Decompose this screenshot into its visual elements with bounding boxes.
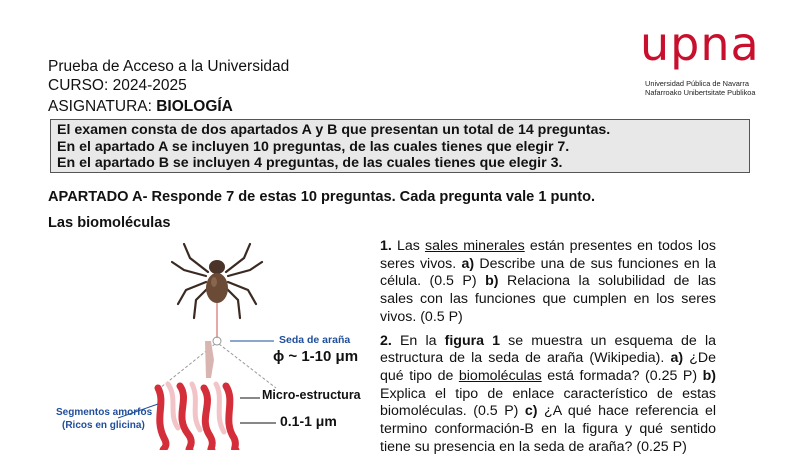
micro-structure-label: Micro-estructura [262,388,361,402]
logo-subtitle-es: Universidad Pública de Navarra [645,79,749,88]
micro-structure-size: 0.1-1 μm [280,413,337,429]
figure-reference: figura 1 [444,332,501,349]
silk-diameter: ϕ ~ 1-10 μm [273,348,359,365]
question-text: Describe una de sus funciones en la célula. (0.5 P) [380,255,716,290]
exam-title: Prueba de Acceso a la Universidad [48,58,290,75]
subject-name: BIOLOGÍA [156,98,233,115]
spider-silk-figure [40,238,361,450]
question-number: 2. [380,332,392,349]
question-text: Explica el tipo de enlace característico de estas biomoléculas. (0.5 P) [380,385,716,420]
logo-subtitle-eu: Nafarroako Unibertsitate Publikoa [645,88,756,97]
question-text: se muestra un esquema de la estructura de la seda de araña (Wikipedia). [380,332,716,367]
question-text: Las [391,238,425,254]
underlined-term: biomoléculas [458,367,542,384]
part-label: b) [485,273,499,290]
question-text: ¿De qué tipo de [380,350,716,384]
question-text: En la [391,332,445,349]
part-label: c) [524,403,538,420]
part-label: a) [461,255,475,272]
question-text: están presentes en todos los seres vivos. [380,238,716,272]
instructions-box [50,119,750,173]
question-text: ¿A qué hace referencia el termino conformación-B en la figura y qué sentido tiene su presencia en la seda de araña? (0.25 P) [380,403,716,455]
amorphous-segments-label: Segmentos amorfos [56,407,153,418]
question-text: está formada? (0.25 P) [541,367,703,384]
instruction-line: En el apartado A se incluyen 10 preguntas, de las cuales tienes que elegir 7. [57,138,570,155]
part-label: a) [670,350,684,367]
subject-label: ASIGNATURA: [48,98,157,115]
course-year: CURSO: 2024-2025 [48,77,187,94]
section-a-heading: APARTADO A- Responde 7 de estas 10 preguntas. Cada pregunta vale 1 punto. [48,189,596,205]
question-text: Relaciona la solubilidad de las sales con las funciones que cumplen en los seres vivos. (0.5 P) [380,273,716,325]
upna-logo: upna [640,17,760,71]
question-2 [380,333,716,457]
question-1 [380,238,716,327]
question-number: 1. [380,238,392,254]
silk-label: Seda de araña [279,334,351,346]
part-label: b) [702,367,716,384]
glycine-rich-label: (Ricos en glicina) [62,420,145,431]
biomolecules-heading: Las biomoléculas [48,215,171,231]
instruction-line: En el apartado B se incluyen 4 preguntas, de las cuales tienes que elegir 3. [57,155,563,171]
subject-line [48,98,233,116]
underlined-term: sales minerales [424,238,525,254]
instruction-line: El examen consta de dos apartados A y B que presentan un total de 14 preguntas. [57,122,611,138]
questions-column [380,238,716,462]
